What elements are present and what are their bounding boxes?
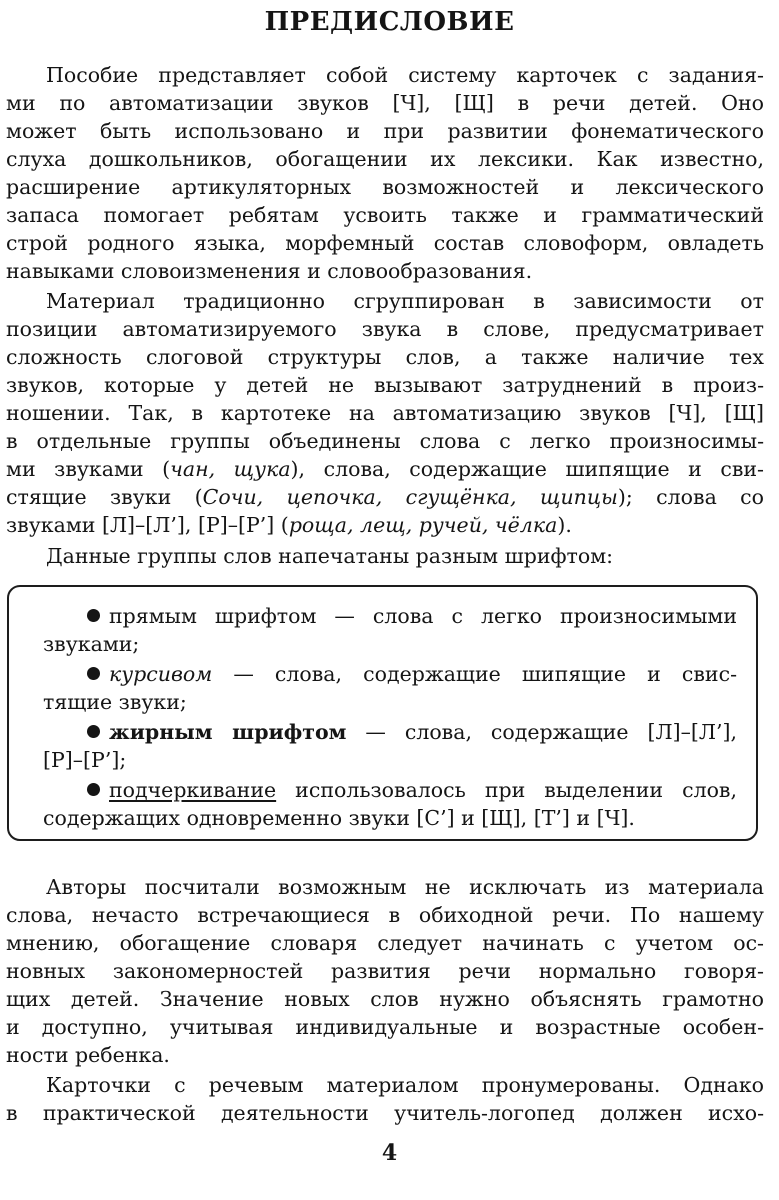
paragraph-5-line: в практической деятельности учитель-логопед должен исхо- — [6, 1101, 764, 1125]
paragraph-2-line: сложность слоговой структуры слов, а также наличие тех — [6, 345, 764, 369]
italic-example-words: Сочи, цепочка, сгущёнка, щипцы — [202, 485, 618, 509]
paragraph-2-line: в отдельные группы объединены слова с легко произносимы- — [6, 429, 764, 453]
paragraph-4-line: ности ребенка. — [6, 1043, 170, 1067]
legend-item-italic-cont: тящие звуки; — [43, 690, 187, 714]
italic-example-words: чан, щука — [170, 457, 291, 481]
paragraph-2-line: звуков, которые у детей не вызывают затруднений в произ- — [6, 373, 764, 397]
paragraph-4-line: и доступно, учитывая индивидуальные и возрастные особен- — [6, 1015, 764, 1039]
bullet-icon — [87, 609, 100, 622]
font-legend-box — [7, 585, 758, 841]
legend-item-underline-cont: содержащих одновременно звуки [С’] и [Щ], [Т’] и [Ч]. — [43, 806, 635, 830]
paragraph-2-line: Материал традиционно сгруппирован в зависимости от — [46, 289, 764, 313]
legend-item-underline: подчеркивание использовалось при выделении слов, — [87, 776, 737, 804]
paragraph-1-line: может быть использовано и при развитии фонематического — [6, 119, 764, 143]
paragraph-2-line: стящие звуки (Сочи, цепочка, сгущёнка, щипцы); слова со — [6, 485, 765, 509]
paragraph-4-line: новных закономерностей развития речи нормально говоря- — [6, 959, 764, 983]
legend-item-regular: прямым шрифтом — слова с легко произносимыми — [87, 602, 737, 630]
bullet-icon — [87, 667, 100, 680]
paragraph-4-line: мнению, обогащение словаря следует начинать с учетом ос- — [6, 931, 764, 955]
paragraph-2-line: звуками [Л]–[Л’], [Р]–[Р’] (роща, лещ, ручей, чёлка). — [6, 513, 572, 537]
paragraph-1-line: слуха дошкольников, обогащении их лексики. Как известно, — [6, 147, 764, 171]
paragraph-1-line: ми по автоматизации звуков [Ч], [Щ] в речи детей. Оно — [6, 91, 764, 115]
paragraph-4-line: щих детей. Значение новых слов нужно объяснять грамотно — [6, 987, 764, 1011]
paragraph-2-line: ношении. Так, в картотеке на автоматизацию звуков [Ч], [Щ] — [6, 401, 764, 425]
bullet-icon — [87, 725, 100, 738]
legend-item-bold: жирным шрифтом — слова, содержащие [Л]–[Л’], — [87, 718, 737, 746]
legend-item-bold-cont: [Р]–[Р’]; — [43, 748, 127, 772]
italic-example-words: роща, лещ, ручей, чёлка — [288, 513, 558, 537]
legend-item-regular-cont: звуками; — [43, 632, 140, 656]
paragraph-1-line: запаса помогает ребятам усвоить также и грамматический — [6, 203, 764, 227]
paragraph-2-line: ми звуками (чан, щука), слова, содержащие шипящие и сви- — [6, 457, 764, 481]
page-title: ПРЕДИСЛОВИЕ — [264, 7, 515, 37]
paragraph-4-line: слова, нечасто встречающиеся в обиходной речи. По нашему — [6, 903, 764, 927]
page-number: 4 — [381, 1140, 398, 1166]
paragraph-1-line: расширение артикуляторных возможностей и лексического — [6, 175, 764, 199]
paragraph-2-line: позиции автоматизируемого звука в слове, предусматривает — [6, 317, 764, 341]
bullet-icon — [87, 783, 100, 796]
paragraph-5-line: Карточки с речевым материалом пронумерованы. Однако — [46, 1073, 764, 1097]
paragraph-3-line: Данные группы слов напечатаны разным шрифтом: — [46, 544, 614, 568]
paragraph-1-line: навыками словоизменения и словообразования. — [6, 259, 533, 283]
paragraph-1-line: строй родного языка, морфемный состав словоформ, овладеть — [6, 231, 764, 255]
legend-item-italic: курсивом — слова, содержащие шипящие и свис- — [87, 660, 737, 688]
paragraph-1-line: Пособие представляет собой систему карточек с задания- — [46, 63, 764, 87]
paragraph-4-line: Авторы посчитали возможным не исключать из материала — [46, 875, 764, 899]
